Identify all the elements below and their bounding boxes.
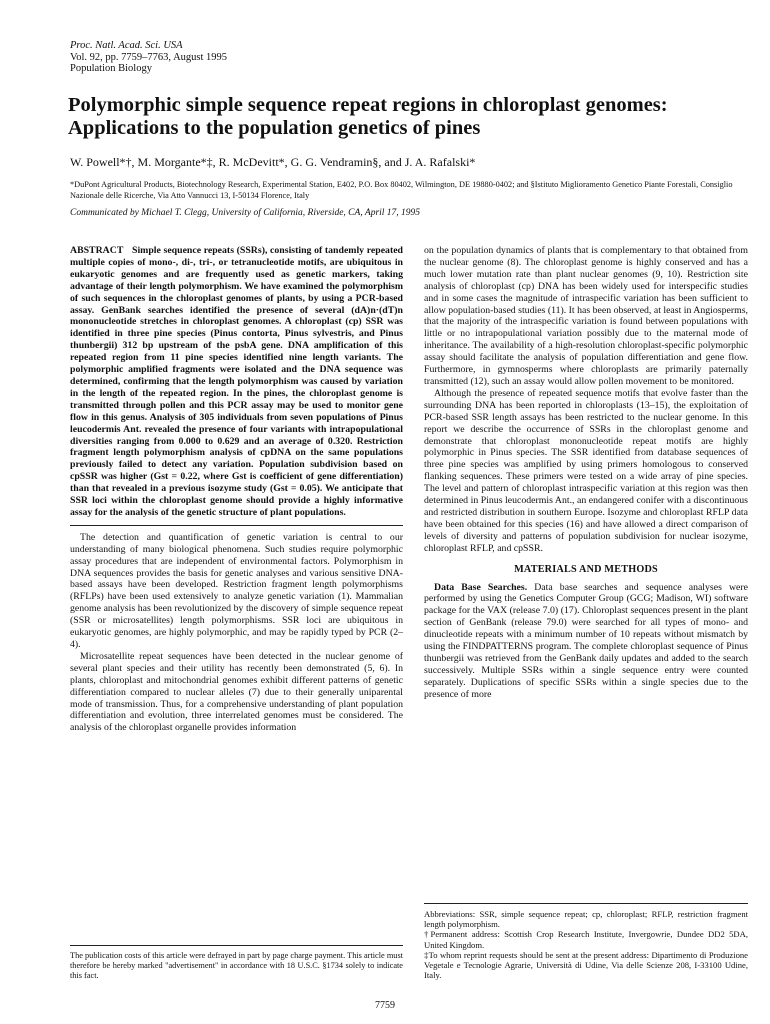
abstract-text: Simple sequence repeats (SSRs), consisting of tandemly repeated multiple copies of mono-, di-, tri-, or tetranucleotide motifs, are ubiquitous in eukaryotic genomes and are frequently used as genetic markers, taking advantage of their length polymorphism. We have examined the polymorphism of such sequences in the chloroplast genomes of plants, by using a PCR-based assay. GenBank searches identified the presence of several (dA)n·(dT)n mononucleotide stretches in chloroplast genomes. A chloroplast (cp) SSR was identified in three pine species (Pinus contorta, Pinus sylvestris, and Pinus thunbergii) 312 bp upstream of the psbA gene. DNA amplification of this repeated region from 11 pine species identified nine length variants. The polymorphic amplified fragments were isolated and the DNA sequence was determined, confirming that the length polymorphism was caused by variation in the length of the repeated region. In the pines, the chloroplast genome is transmitted through pollen and this PCR assay may be used to monitor gene flow in this genus. Analysis of 305 individuals from seven populations of Pinus leucodermis Ant. revealed the presence of four variants with intrapopulational diversities ranging from 0.000 to 0.629 and an average of 0.320. Restriction fragment length polymorphism analysis of cpDNA on the same populations previously failed to detect any variation. Population subdivision based on cpSSR was higher (Gst = 0.22, where Gst is coefficient of gene differentiation) than that revealed in a previous isozyme study (Gst = 0.05). We anticipate that SSR loci within the chloroplast genome should provide a highly informative assay for the analysis of the genetic structure of plant populations.	[70, 245, 404, 518]
footnote-divider-right	[424, 903, 748, 904]
article-title: Polymorphic simple sequence repeat regions in chloroplast genomes: Applications to the population genetics of pines	[68, 94, 668, 139]
left-column	[70, 245, 403, 734]
footnote-divider-left	[70, 945, 403, 946]
journal-header	[70, 40, 227, 75]
publication-cost-note: The publication costs of this article were defrayed in part by page charge payment. This article must therefore be hereby marked "advertisement" in accordance with 18 U.S.C. §1734 solely to indicate this fact.	[70, 951, 403, 980]
footnote-abbreviations: Abbreviations: SSR, simple sequence repeat; cp, chloroplast; RFLP, restriction fragment length polymorphism.	[424, 909, 748, 930]
runin-heading: Data Base Searches.	[434, 581, 528, 593]
abstract-label: ABSTRACT	[70, 245, 124, 256]
intro-paragraph-4: Although the presence of repeated sequence motifs that evolve faster than the surrounding DNA has been reported in chloroplasts (13–15), the exploitation of PCR-based SSR length assays has been restricted to the nuclear genome. In this report we describe the occurrence of SSRs in the chloroplast genome and demonstrate that chloroplast mononucleotide repeat motifs are highly polymorphic in Pinus species. The SSR identified from database sequences of three pine species was amplified by using primers homologous to conserved flanking sequences. These primers were tested on a wide array of pine species. The level and pattern of chloroplast intraspecific variation at this region was then determined in Pinus leucodermis Ant., an endangered conifer with a discontinuous and restricted distribution in southern Europe. Isozyme and chloroplast RFLP data have been obtained for this species (16) and have allowed a direct comparison of levels of diversity and patterns of population subdivision for nuclear isozyme, chloroplast RFLP, and cpSSR.	[424, 387, 748, 554]
footnote-permanent-address: †Permanent address: Scottish Crop Research Institute, Invergowrie, Dundee DD2 5DA, United Kingdom.	[424, 929, 748, 950]
author-list: W. Powell*†, M. Morgante*‡, R. McDevitt*, G. G. Vendramin§, and J. A. Rafalski*	[70, 155, 476, 169]
intro-paragraph-1: The detection and quantification of genetic variation is central to our understanding of many biological phenomena. Such studies require polymorphic assay procedures that are independent of environmental factors. Polymorphism in DNA sequences provides the basis for genetic analyses and various sensitive DNA-based assays have been developed. Restriction fragment length polymorphisms (RFLPs) have been used extensively to analyze genetic variation (1). Mammalian genome analysis has been revolutionized by the discovery of simple sequence repeat (SSR or microsatellites) length polymorphisms. SSR loci are ubiquitous in eukaryotic genomes, are highly polymorphic, and may be rapidly typed by PCR (2–4).	[70, 531, 403, 650]
methods-paragraph-1	[424, 582, 748, 701]
footnote-reprint-address: ‡To whom reprint requests should be sent at the present address: Dipartimento di Produzione Vegetale e Tecnologie Agrarie, Università di Udine, Via delle Scienze 208, I-33100 Udine, Italy.	[424, 949, 748, 981]
footnotes	[424, 909, 748, 980]
right-column	[424, 245, 748, 701]
affiliations: *DuPont Agricultural Products, Biotechnology Research, Experimental Station, E402, P.O. Box 80402, Wilmington, DE 19880-0402; and §Istituto Miglioramento Genetico Piante Forestali, Consiglio Nazionale delle Ricerche, Via Atto Vannucci 13, I-50134 Florence, Italy	[70, 180, 733, 200]
intro-paragraph-2: Microsatellite repeat sequences have been detected in the nuclear genome of several plant species and their utility has recently been demonstrated (5, 6). In plants, chloroplast and mitochondrial genomes exhibit different patterns of genetic differentiation compared to nuclear alleles (7) due to their generally uniparental mode of transmission. Thus, for a comprehensive understanding of plant population differentiation and evolution, three interrelated genomes must be considered. The analysis of the chloroplast organelle provides information	[70, 650, 403, 734]
abstract-divider	[70, 525, 403, 526]
abstract	[70, 245, 403, 519]
section-heading: MATERIALS AND METHODS	[514, 563, 658, 575]
journal-section: Population Biology	[70, 63, 152, 74]
journal-volume: Vol. 92, pp. 7759–7763, August 1995	[70, 51, 228, 63]
methods-text: Data base searches and sequence analyses were performed by using the Genetics Computer Group (GCG; Madison, WI) software package for the VAX (release 7.0) (17). Chloroplast sequences present in the plant section of GenBank (release 79.0) were searched for all types of mono- and dinucleotide repeats with a minimum number of 10 repeats without mismatch by using the FINDPATTERNS program. The complete chloroplast sequence of Pinus thunbergii was retrieved from the GenBank daily updates and added to the search successively. Multiple SSRs within a single sequence entry were counted separately. Duplications of specific SSRs within a single species due to the presence of more	[424, 581, 749, 700]
intro-paragraph-3: on the population dynamics of plants that is complementary to that obtained from the nuclear genome (8). The chloroplast genome is highly conserved and has a much lower mutation rate than plant nuclear genomes (9, 10). Restriction site analysis of chloroplast (cp) DNA has been widely used for interspecific studies and in some cases the magnitude of intraspecific variation has been sufficient to allow population-based studies (11). It has been observed, at least in Angiosperms, that the majority of the intraspecific variation is found between populations with little or no intrapopulational variation possibly due to the maternal mode of inheritance. The availability of a high-resolution chloroplast-specific polymorphic assay should facilitate the analysis of population differentiation and gene flow. Furthermore, in gymnosperms where chloroplasts are primarily paternally transmitted (12), such an assay would allow pollen movement to be monitored.	[424, 245, 748, 387]
journal-name: Proc. Natl. Acad. Sci. USA	[70, 40, 183, 51]
communicated-by: Communicated by Michael T. Clegg, University of California, Riverside, CA, April 17, 1995	[70, 208, 421, 218]
page-number: 7759	[375, 1000, 395, 1011]
